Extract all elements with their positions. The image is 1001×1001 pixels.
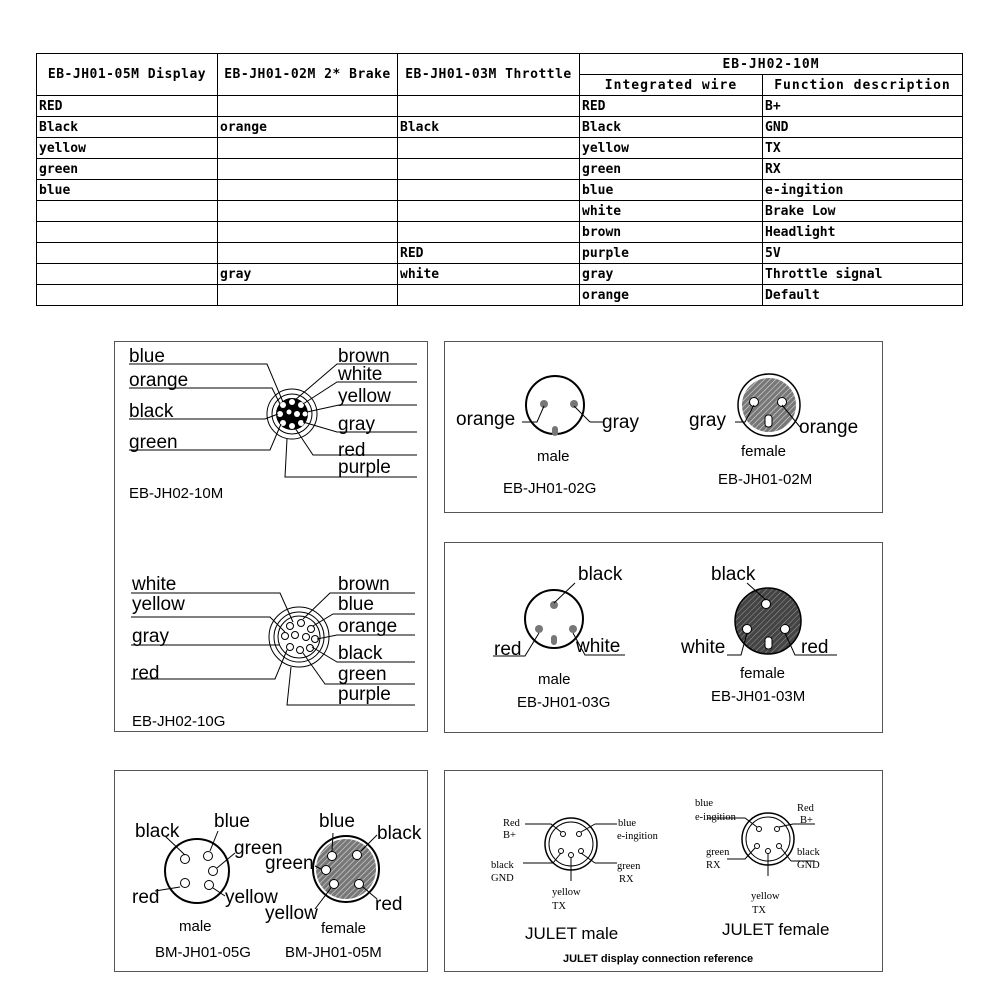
table-cell-display bbox=[37, 243, 218, 264]
m10-left-1: orange bbox=[129, 370, 189, 391]
table-cell-func: Headlight bbox=[763, 222, 963, 243]
table-cell-throttle bbox=[398, 96, 580, 117]
02m-female-label: female bbox=[741, 443, 787, 460]
m10-right-5: purple bbox=[338, 457, 391, 478]
table-cell-display: blue bbox=[37, 180, 218, 201]
02m-left-label: gray bbox=[689, 410, 726, 431]
05m-red-label: red bbox=[375, 894, 403, 915]
julet-male-black-fn: GND bbox=[491, 873, 514, 884]
julet-male-green-fn: RX bbox=[619, 874, 634, 885]
panel-3pin bbox=[444, 542, 883, 733]
03g-title: EB-JH01-03G bbox=[517, 694, 611, 711]
table-cell-brake bbox=[218, 138, 398, 159]
table-row bbox=[37, 222, 963, 243]
table-body bbox=[37, 96, 963, 306]
table-row bbox=[37, 264, 963, 285]
panel-10pin bbox=[114, 341, 428, 732]
03m-right-label: red bbox=[801, 637, 829, 658]
m10-title: EB-JH02-10M bbox=[129, 485, 224, 502]
05m-blue-label: blue bbox=[319, 811, 355, 832]
m10-right-0: brown bbox=[338, 346, 390, 367]
02g-male-label: male bbox=[537, 448, 570, 465]
g10-title: EB-JH02-10G bbox=[132, 713, 226, 730]
connector-05m-female bbox=[313, 833, 379, 909]
table-row bbox=[37, 138, 963, 159]
table-cell-brake bbox=[218, 96, 398, 117]
julet-female-green: green bbox=[706, 847, 730, 858]
03g-left-label: red bbox=[494, 639, 522, 660]
table-cell-throttle bbox=[398, 180, 580, 201]
g10-right-2: orange bbox=[338, 616, 398, 637]
g10-right-5: purple bbox=[338, 684, 391, 705]
table-cell-func: e-ingition bbox=[763, 180, 963, 201]
g10-right-0: brown bbox=[338, 574, 390, 595]
05m-yellow-label: yellow bbox=[265, 903, 318, 924]
m10-left-2: black bbox=[129, 401, 174, 422]
table-cell-wire: white bbox=[580, 201, 763, 222]
table-row bbox=[37, 96, 963, 117]
02m-right-label: orange bbox=[799, 417, 859, 438]
julet-female-yellow-fn: TX bbox=[752, 905, 766, 916]
julet-male-green: green bbox=[617, 861, 641, 872]
header-brake: EB-JH01-02M 2* Brake bbox=[218, 54, 398, 96]
table-row bbox=[37, 285, 963, 306]
panel-julet bbox=[444, 770, 883, 972]
02g-title: EB-JH01-02G bbox=[503, 480, 597, 497]
table-cell-throttle: Black bbox=[398, 117, 580, 138]
g10-right-4: green bbox=[338, 664, 387, 685]
m10-right-4: red bbox=[338, 440, 366, 461]
table-cell-brake bbox=[218, 201, 398, 222]
03m-top-label: black bbox=[711, 564, 756, 585]
table-cell-func: TX bbox=[763, 138, 963, 159]
wiring-table bbox=[36, 53, 963, 306]
03m-female-label: female bbox=[740, 665, 786, 682]
05g-title: BM-JH01-05G bbox=[155, 944, 251, 961]
julet-male-red: Red bbox=[503, 818, 520, 829]
03g-top-label: black bbox=[578, 564, 623, 585]
julet-male-blue-fn: e-ingition bbox=[617, 831, 658, 842]
table-row bbox=[37, 201, 963, 222]
julet-male-yellow: yellow bbox=[552, 887, 581, 898]
03m-left-label: white bbox=[681, 637, 726, 658]
julet-female-red: Red bbox=[797, 803, 814, 814]
julet-caption: JULET display connection reference bbox=[563, 953, 754, 965]
table-cell-brake: orange bbox=[218, 117, 398, 138]
header-display: EB-JH01-05M Display bbox=[37, 54, 218, 96]
05g-green-label: green bbox=[234, 838, 283, 859]
table-cell-wire: blue bbox=[580, 180, 763, 201]
table-cell-func: Brake Low bbox=[763, 201, 963, 222]
m10-right-3: gray bbox=[338, 414, 375, 435]
table-cell-brake bbox=[218, 285, 398, 306]
m10-left-0: blue bbox=[129, 346, 165, 367]
table-cell-display bbox=[37, 201, 218, 222]
julet-female-blue-fn: e-ingition bbox=[695, 812, 736, 823]
g10-left-1: yellow bbox=[132, 594, 185, 615]
table-cell-display: RED bbox=[37, 96, 218, 117]
table-row bbox=[37, 180, 963, 201]
julet-male-red-fn: B+ bbox=[503, 830, 516, 841]
table-cell-throttle: RED bbox=[398, 243, 580, 264]
table-cell-throttle bbox=[398, 222, 580, 243]
table-cell-func: Default bbox=[763, 285, 963, 306]
g10-right-1: blue bbox=[338, 594, 374, 615]
table-cell-wire: brown bbox=[580, 222, 763, 243]
panel-2pin-drawing bbox=[445, 342, 884, 514]
05g-blue-label: blue bbox=[214, 811, 250, 832]
julet-male-yellow-fn: TX bbox=[552, 901, 566, 912]
julet-female-green-fn: RX bbox=[706, 860, 721, 871]
table-cell-wire: orange bbox=[580, 285, 763, 306]
table-cell-brake: gray bbox=[218, 264, 398, 285]
05m-black-label: black bbox=[377, 823, 422, 844]
05m-green-label: green bbox=[265, 853, 314, 874]
connector-02m-female bbox=[735, 374, 800, 436]
table-cell-func: B+ bbox=[763, 96, 963, 117]
table-cell-brake bbox=[218, 243, 398, 264]
05m-female-label: female bbox=[321, 920, 367, 937]
05g-black-label: black bbox=[135, 821, 180, 842]
table-row bbox=[37, 243, 963, 264]
table-cell-display bbox=[37, 285, 218, 306]
panel-5pin-drawing bbox=[115, 771, 429, 973]
julet-female-black-fn: GND bbox=[797, 860, 820, 871]
table-cell-throttle bbox=[398, 285, 580, 306]
table-cell-brake bbox=[218, 180, 398, 201]
julet-male-blue: blue bbox=[618, 818, 637, 829]
table-cell-wire: yellow bbox=[580, 138, 763, 159]
02g-left-label: orange bbox=[456, 409, 516, 430]
table-cell-func: Throttle signal bbox=[763, 264, 963, 285]
julet-female-yellow: yellow bbox=[751, 891, 780, 902]
julet-male-black: black bbox=[491, 860, 514, 871]
03g-right-label: white bbox=[576, 636, 621, 657]
m10-right-2: yellow bbox=[338, 386, 391, 407]
table-cell-display bbox=[37, 222, 218, 243]
panel-julet-drawing bbox=[445, 771, 884, 973]
table-cell-func: GND bbox=[763, 117, 963, 138]
table-cell-wire: RED bbox=[580, 96, 763, 117]
panel-2pin bbox=[444, 341, 883, 513]
panel-5pin bbox=[114, 770, 428, 972]
g10-left-0: white bbox=[132, 574, 177, 595]
panel-10pin-drawing bbox=[115, 342, 429, 733]
03m-title: EB-JH01-03M bbox=[711, 688, 806, 705]
table-row bbox=[37, 117, 963, 138]
table-row bbox=[37, 159, 963, 180]
julet-female-black: black bbox=[797, 847, 820, 858]
g10-left-3: red bbox=[132, 663, 160, 684]
05g-yellow-label: yellow bbox=[225, 887, 278, 908]
02g-right-label: gray bbox=[602, 412, 639, 433]
table-cell-throttle bbox=[398, 159, 580, 180]
header-function: Function description bbox=[763, 75, 963, 96]
julet-female-blue: blue bbox=[695, 798, 714, 809]
table-cell-brake bbox=[218, 159, 398, 180]
julet-male-title: JULET male bbox=[525, 924, 619, 943]
m10-right-1: white bbox=[338, 364, 383, 385]
header-integrated-wire: Integrated wire bbox=[580, 75, 763, 96]
table-cell-wire: green bbox=[580, 159, 763, 180]
table-cell-wire: gray bbox=[580, 264, 763, 285]
table-cell-wire: Black bbox=[580, 117, 763, 138]
connector-02g-male bbox=[522, 376, 604, 436]
g10-left-2: gray bbox=[132, 626, 169, 647]
table-cell-wire: purple bbox=[580, 243, 763, 264]
table-cell-display: Black bbox=[37, 117, 218, 138]
03g-male-label: male bbox=[538, 671, 571, 688]
table-cell-throttle bbox=[398, 138, 580, 159]
table-cell-func: RX bbox=[763, 159, 963, 180]
02m-title: EB-JH01-02M bbox=[718, 471, 813, 488]
05g-red-label: red bbox=[132, 887, 160, 908]
05m-title: BM-JH01-05M bbox=[285, 944, 382, 961]
table-cell-throttle: white bbox=[398, 264, 580, 285]
table-cell-display: yellow bbox=[37, 138, 218, 159]
header-throttle: EB-JH01-03M Throttle bbox=[398, 54, 580, 96]
julet-female-red-fn: B+ bbox=[800, 815, 813, 826]
header-group: EB-JH02-10M bbox=[580, 54, 963, 75]
table-cell-display: green bbox=[37, 159, 218, 180]
table-cell-display bbox=[37, 264, 218, 285]
05g-male-label: male bbox=[179, 918, 212, 935]
table-cell-throttle bbox=[398, 201, 580, 222]
panel-3pin-drawing bbox=[445, 543, 884, 734]
table-cell-func: 5V bbox=[763, 243, 963, 264]
connector-julet-male bbox=[523, 818, 617, 881]
m10-left-3: green bbox=[129, 432, 178, 453]
g10-right-3: black bbox=[338, 643, 383, 664]
table-cell-brake bbox=[218, 222, 398, 243]
julet-female-title: JULET female bbox=[722, 920, 830, 939]
